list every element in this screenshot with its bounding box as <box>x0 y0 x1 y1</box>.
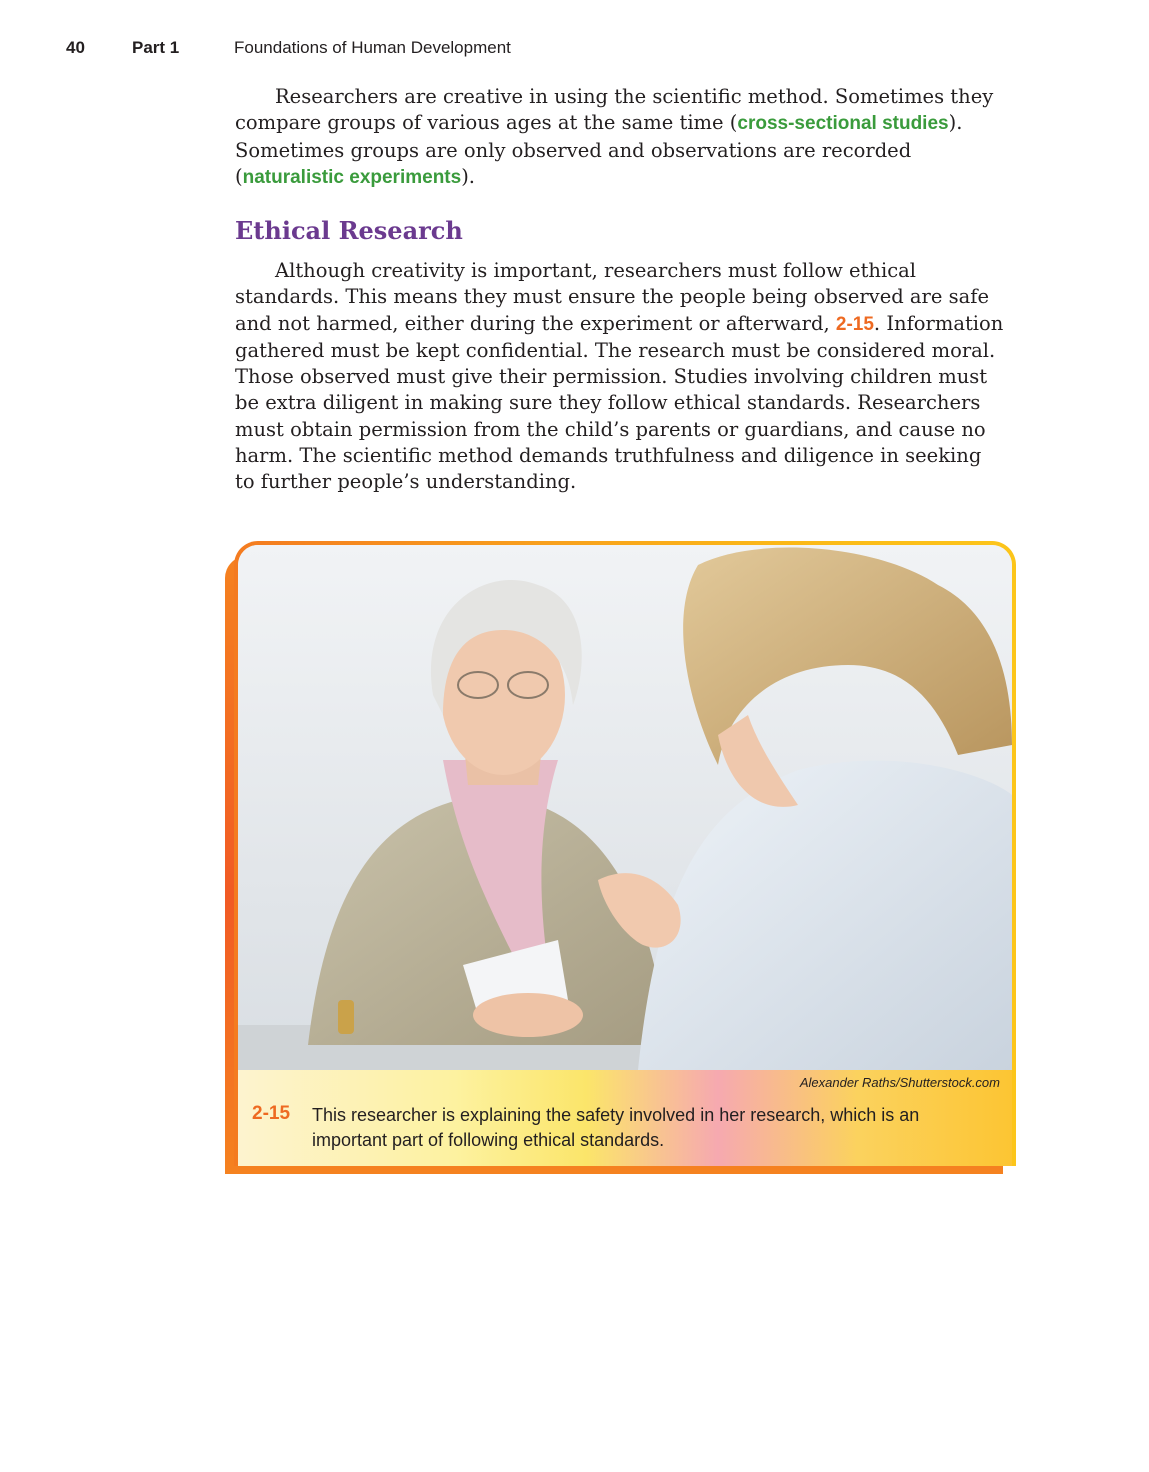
figure-reference: 2-15 <box>835 313 874 335</box>
page-number: 40 <box>66 38 85 57</box>
paragraph1-text-c: ). <box>461 164 476 188</box>
paragraph-ethical-research <box>235 258 1005 496</box>
paragraph1-text-a: Researchers are creative in using the scientific method. Sometimes they compare groups of various ages at the same time ( <box>235 85 994 135</box>
section-heading: Ethical Research <box>235 216 463 245</box>
key-term-cross-sectional-studies: cross-sectional studies <box>737 113 949 135</box>
paragraph1-text-b: ). Sometimes groups are only observed and observations are recorded ( <box>235 111 963 188</box>
caption-number: 2-15 <box>252 1103 291 1124</box>
figure-photo <box>238 545 1012 1070</box>
paragraph2-text-b: . Information gathered must be kept confidential. The research must be considered moral. Those observed must give their permission. Studies involving children must be extra diligent in making sure they follow ethical standards. Researchers must obtain permission from the child’s parents or guardians, and cause no harm. The scientific method demands truthfulness and diligence in seeking to further people’s understanding. <box>235 311 1004 494</box>
caption-area <box>238 1070 1012 1166</box>
key-term-naturalistic-experiments: naturalistic experiments <box>242 166 462 188</box>
chapter-title: Foundations of Human Development <box>234 38 511 57</box>
paragraph-research-methods <box>235 84 1005 191</box>
figure-2-15 <box>234 541 1016 1166</box>
photo-illustration <box>238 545 1012 1070</box>
photo-credit: Alexander Raths/Shutterstock.com <box>799 1075 1000 1090</box>
paragraph2-text-a: Although creativity is important, researchers must follow ethical standards. This means they must ensure the people being observed are safe and not harmed, either during the experiment or afterward, <box>235 259 989 335</box>
part-label: Part 1 <box>132 38 180 57</box>
caption-text: This researcher is explaining the safety involved in her research, which is an important part of following ethical standards. <box>312 1105 920 1150</box>
